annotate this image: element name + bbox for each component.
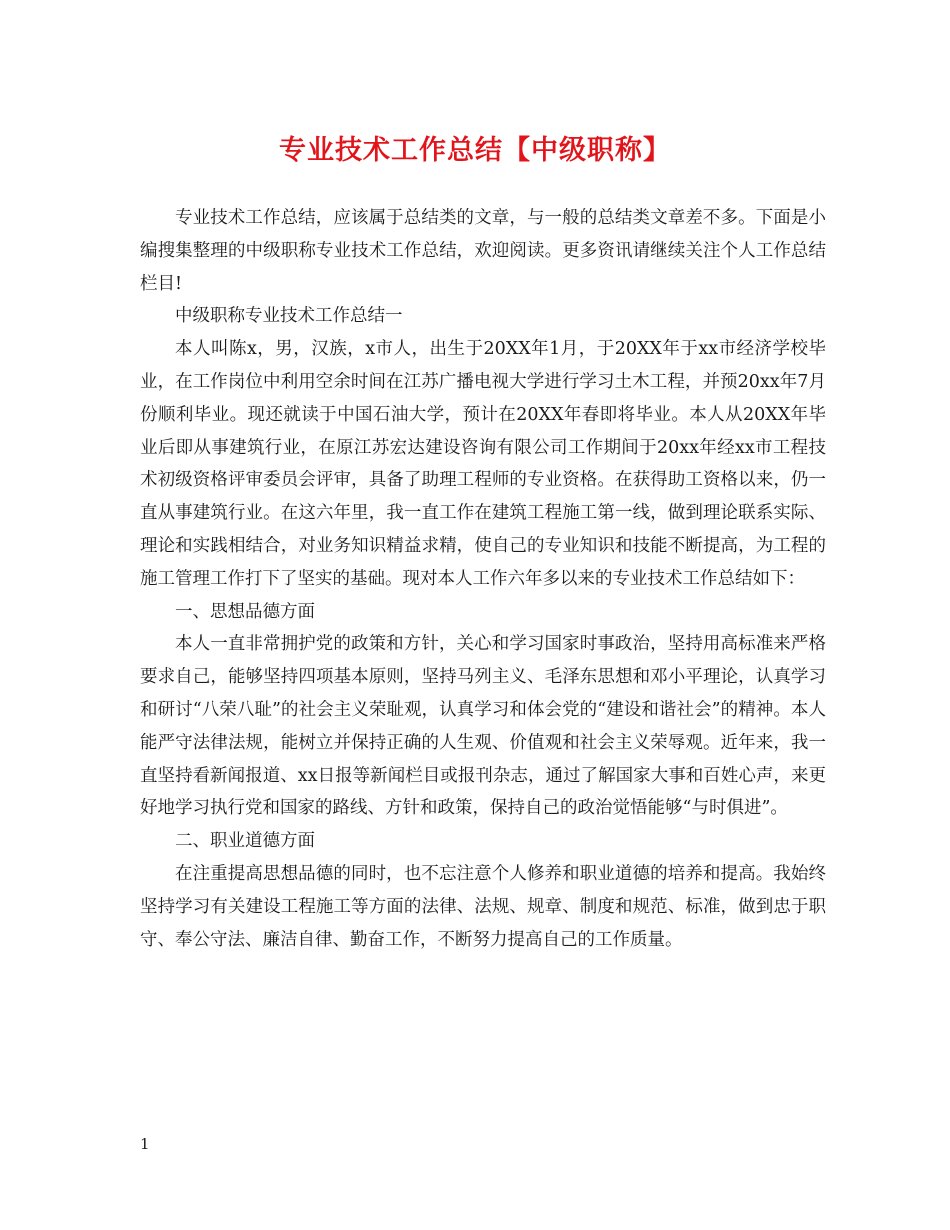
ethics-paragraph: 在注重提高思想品德的同时，也不忘注意个人修养和职业道德的培养和提高。我始终坚持学习有关建设工程施工等方面的法律、法规、规章、制度和规范、标准，做到忠于职守、奉公守法、廉洁自律、勤奋工作，不断努力提高自己的工作质量。 [140, 863, 826, 950]
document-title: 专业技术工作总结【中级职称】 [279, 135, 671, 166]
intro-paragraph: 专业技术工作总结，应该属于总结类的文章，与一般的总结类文章差不多。下面是小编搜集整理的中级职称专业技术工作总结，欢迎阅读。更多资讯请继续关注个人工作总结栏目! [140, 208, 826, 294]
personal-background-paragraph: 本人叫陈x，男，汉族，x市人，出生于20XX年1月，于20XX年于xx市经济学校毕业，在工作岗位中利用空余时间在江苏广播电视大学进行学习土木工程，并预20xx年7月份顺利毕业。现还就读于中国石油大学，预计在20XX年春即将毕业。本人从20XX年毕业后即从事建筑行业，在原江苏宏达建设咨询有限公司工作期间于20xx年经xx市工程技术初级资格评审委员会评审，具备了助理工程师的专业资格。在获得助工资格以来，仍一直从事建筑行业。在这六年里，我一直工作在建筑工程施工第一线，做到理论联系实际、理论和实践相结合，对业务知识精益求精，使自己的专业知识和技能不断提高，为工程的施工管理工作打下了坚实的基础。现对本人工作六年多以来的专业技术工作总结如下： [140, 339, 826, 589]
section-heading-summary-one: 中级职称专业技术工作总结一 [175, 306, 403, 327]
document-body [140, 202, 826, 956]
section-heading-ideology: 一、思想品德方面 [175, 601, 315, 622]
page-number: 1 [140, 1135, 150, 1153]
section-heading-ethics: 二、职业道德方面 [175, 831, 315, 852]
ideology-paragraph: 本人一直非常拥护党的政策和方针，关心和学习国家时事政治，坚持用高标准来严格要求自己，能够坚持四项基本原则，坚持马列主义、毛泽东思想和邓小平理论，认真学习和研讨“八荣八耻”的社会主义荣耻观，认真学习和体会党的“建设和谐社会”的精神。本人能严守法律法规，能树立并保持正确的人生观、价值观和社会主义荣辱观。近年来，我一直坚持看新闻报道、xx日报等新闻栏目或报刊杂志，通过了解国家大事和百姓心声，来更好地学习执行党和国家的路线、方针和政策，保持自己的政治觉悟能够“与时俱进”。 [140, 634, 826, 819]
